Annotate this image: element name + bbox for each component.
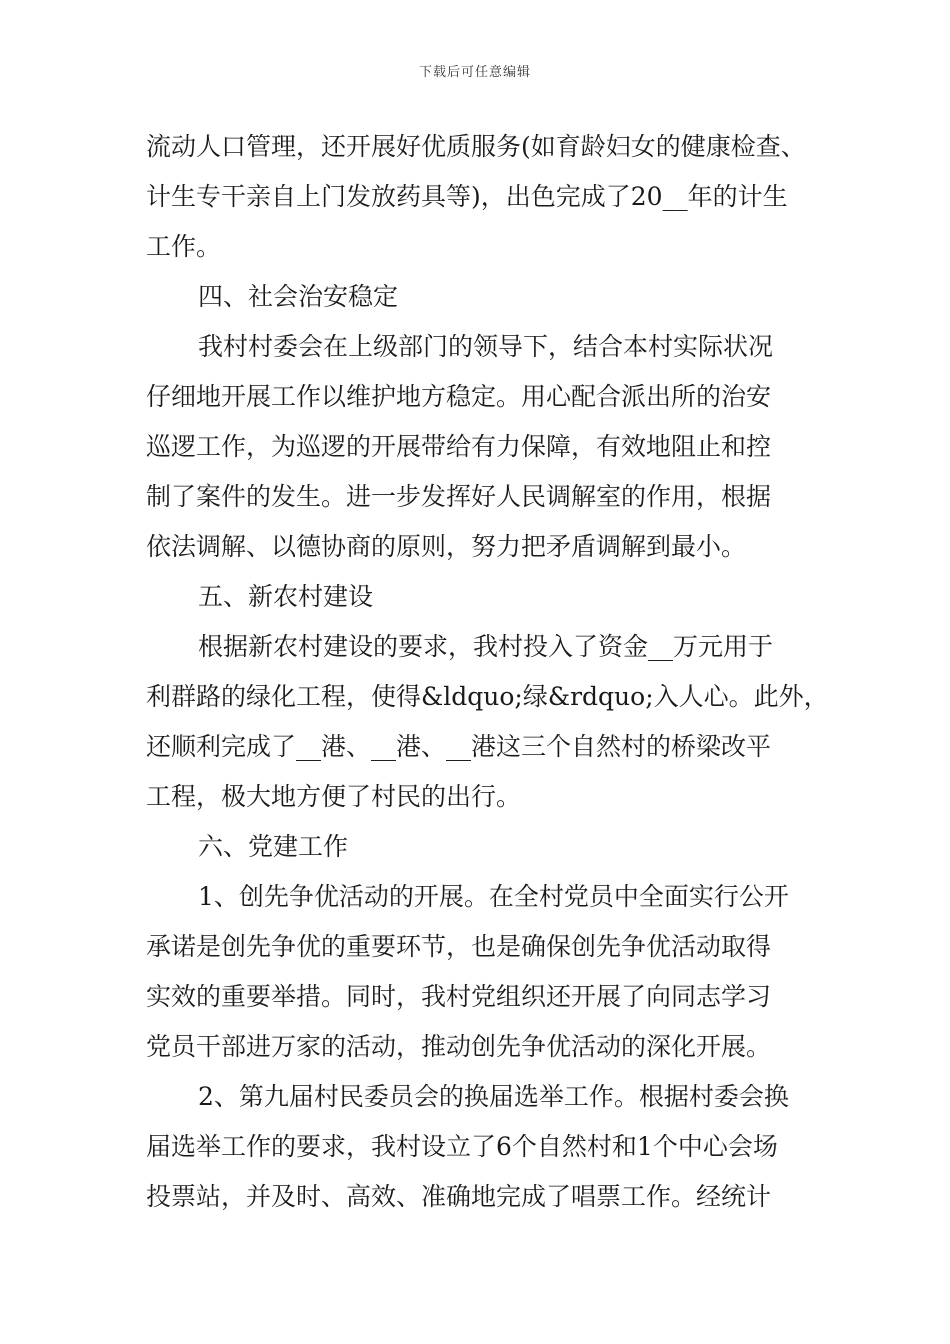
text-line: 根据新农村建设的要求，我村投入了资金__万元用于	[198, 632, 774, 661]
section-heading: 五、新农村建设	[198, 582, 374, 611]
text-line: 实效的重要举措。同时，我村党组织还开展了向同志学习	[146, 982, 772, 1011]
text-line: 党员干部进万家的活动，推动创先争优活动的深化开展。	[146, 1032, 772, 1061]
document-body	[146, 122, 829, 1222]
text-line: 利群路的绿化工程，使得&ldquo;绿&rdquo;入人心。此外，	[146, 682, 829, 711]
text-line: 计生专干亲自上门发放药具等)，出色完成了20__年的计生	[146, 182, 788, 211]
text-line: 届选举工作的要求，我村设立了6个自然村和1个中心会场	[146, 1132, 778, 1161]
text-line: 依法调解、以德协商的原则，努力把矛盾调解到最小。	[146, 532, 747, 561]
text-line: 仔细地开展工作以维护地方稳定。用心配合派出所的治安	[146, 382, 772, 411]
text-line: 流动人口管理，还开展好优质服务(如育龄妇女的健康检查、	[146, 132, 806, 161]
text-line: 巡逻工作，为巡逻的开展带给有力保障，有效地阻止和控	[146, 432, 772, 461]
text-line: 1、创先争优活动的开展。在全村党员中全面实行公开	[198, 882, 789, 911]
section-heading: 四、社会治安稳定	[198, 282, 399, 311]
text-line: 工作。	[146, 232, 222, 261]
text-line: 2、第九届村民委员会的换届选举工作。根据村委会换	[198, 1082, 789, 1111]
text-line: 工程，极大地方便了村民的出行。	[146, 782, 522, 811]
section-heading: 六、党建工作	[198, 832, 349, 861]
text-line: 制了案件的发生。进一步发挥好人民调解室的作用，根据	[146, 482, 772, 511]
text-line: 投票站，并及时、高效、准确地完成了唱票工作。经统计	[146, 1182, 772, 1211]
text-line: 承诺是创先争优的重要环节，也是确保创先争优活动取得	[146, 932, 772, 961]
page-header: 下载后可任意编辑	[418, 65, 531, 80]
text-line: 还顺利完成了__港、__港、__港这三个自然村的桥梁改平	[146, 732, 772, 761]
text-line: 我村村委会在上级部门的领导下，结合本村实际状况	[198, 332, 774, 361]
